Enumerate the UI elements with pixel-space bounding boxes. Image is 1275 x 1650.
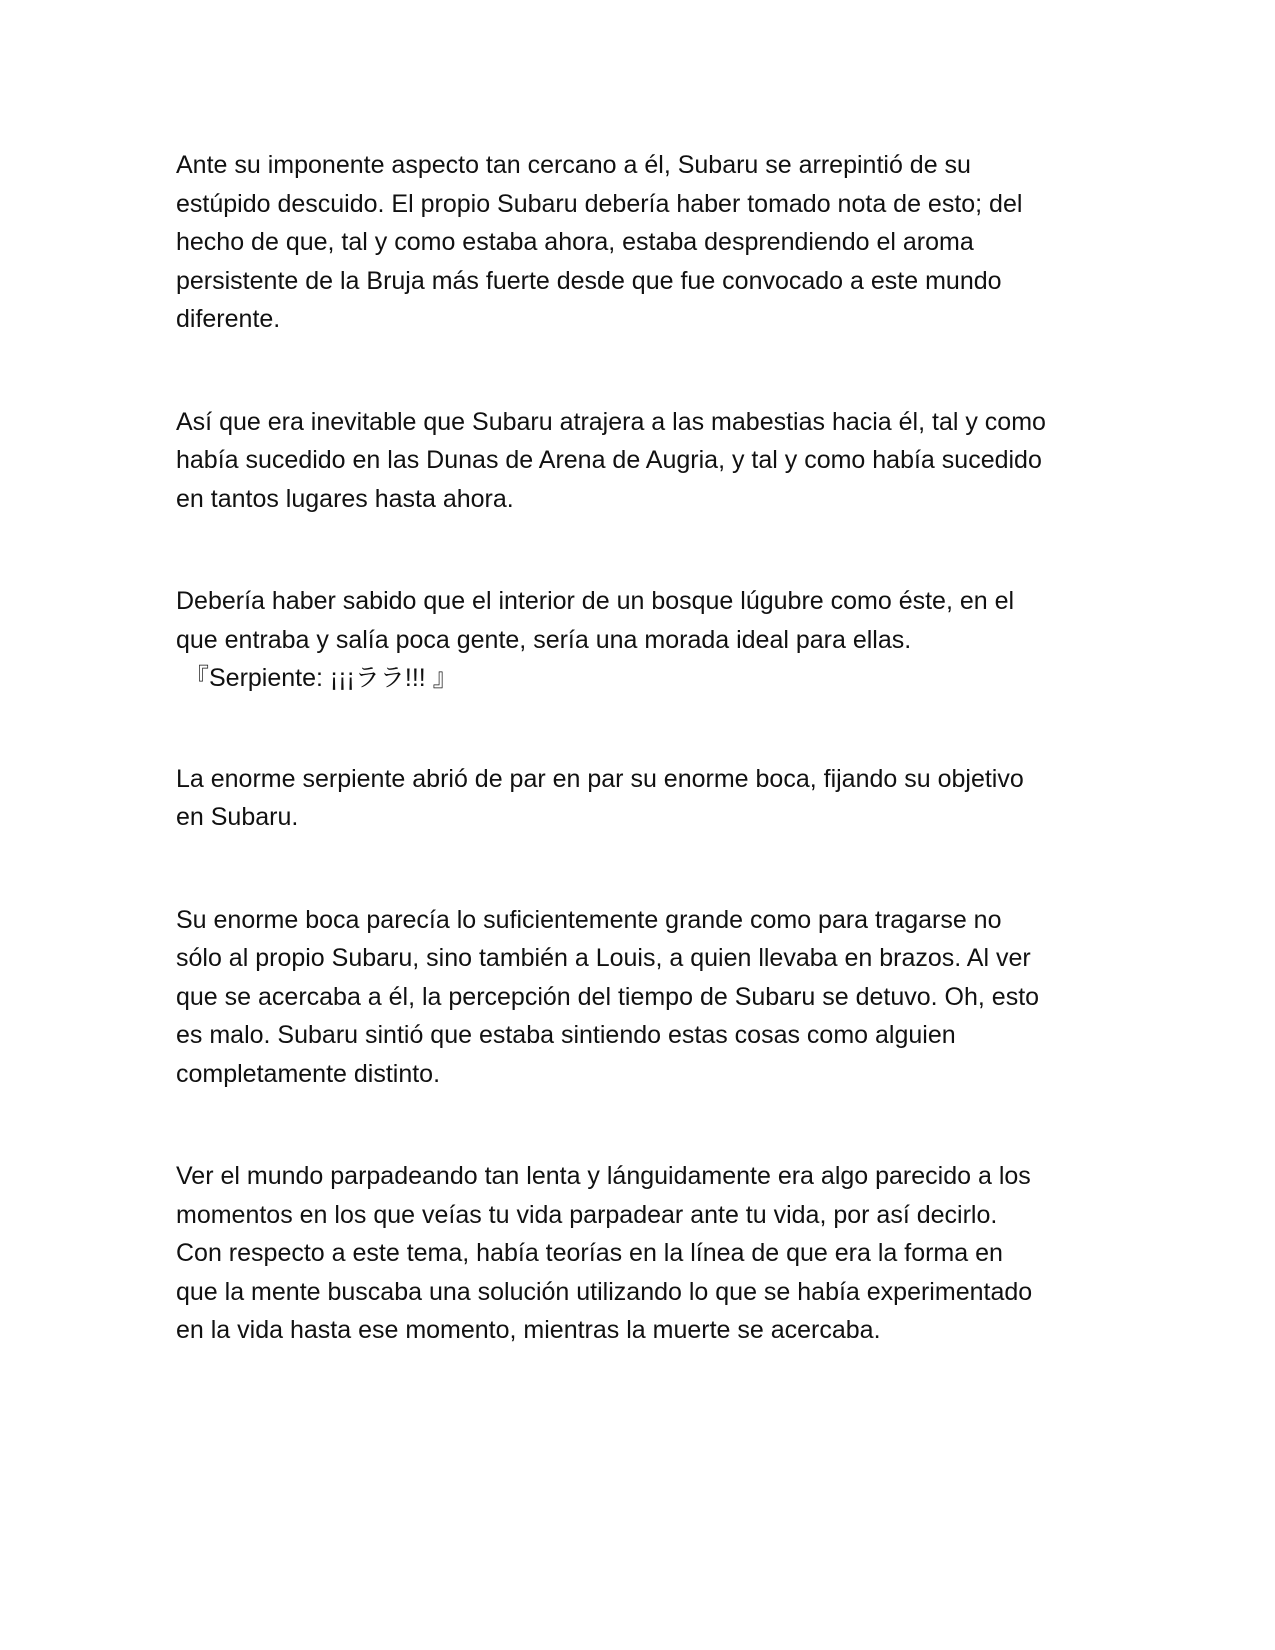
paragraph-2: Así que era inevitable que Subaru atrajera a las mabestias hacia él, tal y como había sucedido en las Dunas de Arena de Augria, y tal y como había sucedido en tantos lugares hasta ahora. <box>176 407 1046 513</box>
document-body <box>176 146 1106 1350</box>
paragraph-6: Su enorme boca parecía lo suficientemente grande como para tragarse no sólo al propio Subaru, sino también a Louis, a quien llevaba en brazos. Al ver que se acercaba a él, la percepción del tiempo de Subaru se detuvo. Oh, esto es malo. Subaru sintió que estaba sintiendo estas cosas como alguien completamente distinto. <box>176 905 1040 1088</box>
paragraph-5: La enorme serpiente abrió de par en par su enorme boca, fijando su objetivo en Subaru. <box>176 764 1024 831</box>
paragraph-3: Debería haber sabido que el interior de un bosque lúgubre como éste, en el que entraba y salía poca gente, sería una morada ideal para ellas. <box>176 587 1015 654</box>
paragraph-1: Ante su imponente aspecto tan cercano a él, Subaru se arrepintió de su estúpido descuido. El propio Subaru debería haber tomado nota de esto; del hecho de que, tal y como estaba ahora, estaba desprendiendo el aroma persistente de la Bruja más fuerte desde que fue convocado a este mundo diferente. <box>176 151 1023 333</box>
paragraph-7: Ver el mundo parpadeando tan lenta y lánguidamente era algo parecido a los momentos en los que veías tu vida parpadear ante tu vida, por así decirlo. Con respecto a este tema, había teorías en la línea de que era la forma en que la mente buscaba una solución utilizando lo que se había experimentado en la vida hasta ese momento, mientras la muerte se acercaba. <box>176 1162 1033 1344</box>
dialogue-line-serpent: 『Serpiente: ¡¡¡ララ!!! 』 <box>184 664 458 692</box>
